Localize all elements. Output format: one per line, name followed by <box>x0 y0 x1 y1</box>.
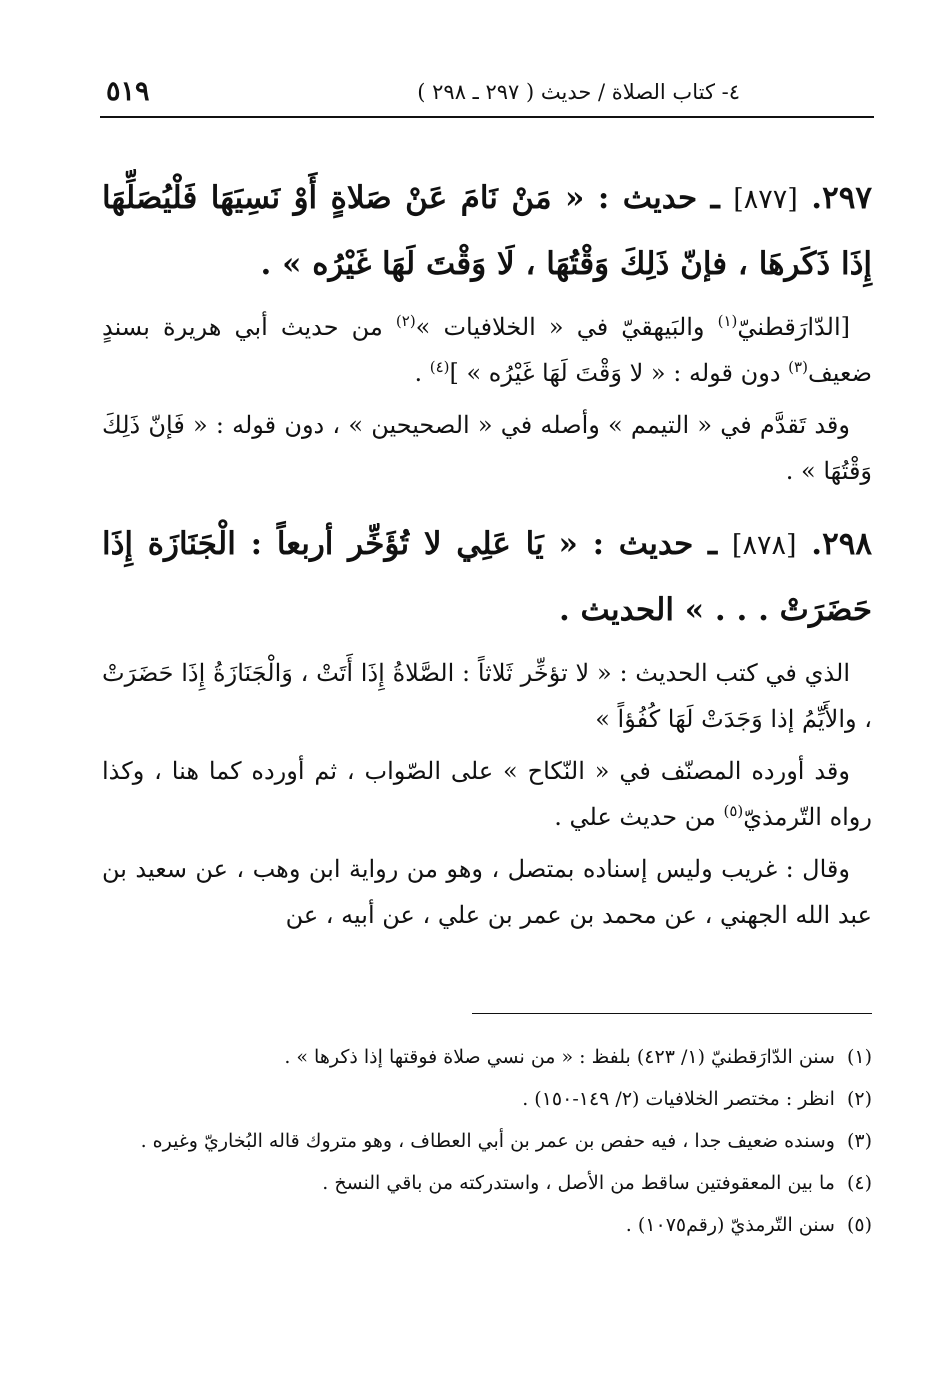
hadith-heading-297 <box>102 166 872 296</box>
hadith-text: ـ حديث : « يَا عَلِي لا تُؤَخِّر أربعاً : الْجَنَازَة إِذَا حَضَرَتْ . . . » الحديث . <box>102 526 872 628</box>
hadith-reference: [٨٧٧] <box>733 184 798 215</box>
footnote-text: ما بين المعقوفتين ساقط من الأصل ، واستدركته من باقي النسخ . <box>322 1172 835 1194</box>
footnote-text: انظر : مختصر الخلافيات (٢/ ١٤٩-١٥٠) . <box>522 1088 835 1110</box>
footnote-number: (٤) <box>846 1172 872 1194</box>
commentary-text: والبَيهقيّ في « الخلافيات » <box>415 313 718 341</box>
page-header <box>100 76 874 118</box>
commentary-paragraph <box>102 650 872 742</box>
footnote <box>102 1204 872 1246</box>
footnote-text: سنن الدّارَقطنيّ (١/ ٤٢٣) بلفظ : « من نسي صلاة فوقتها إذا ذكرها » . <box>284 1046 835 1068</box>
footnote <box>102 1036 872 1078</box>
footnote-divider <box>472 1013 872 1014</box>
running-title: ٤- كتاب الصلاة / حديث ( ٢٩٧ ـ ٢٩٨ ) <box>417 80 740 104</box>
hadith-number: ٢٩٨. <box>811 526 873 562</box>
footnote-marker[interactable]: (١) <box>717 312 738 330</box>
hadith-number: ٢٩٧. <box>811 180 873 216</box>
commentary-text: دون قوله : « لا وَقْتَ لَهَا غَيْرُه » ] <box>449 359 789 387</box>
footnotes <box>102 1036 872 1246</box>
commentary-text: من حديث علي . <box>554 803 724 831</box>
footnote <box>102 1162 872 1204</box>
footnote <box>102 1078 872 1120</box>
hadith-text: ـ حديث : « مَنْ نَامَ عَنْ صَلاةٍ أَوْ نَسِيَهَا فَلْيُصَلِّهَا إِذَا ذَكَرهَا ، فإنّ ذَلِكَ وَقْتُهَا ، لَا وَقْتَ لَهَا غَيْرُه » . <box>102 180 872 282</box>
footnote <box>102 1120 872 1162</box>
page-number: ٥١٩ <box>106 76 150 107</box>
hadith-reference: [٨٧٨] <box>731 530 797 561</box>
footnote-marker[interactable]: (٣) <box>788 358 808 376</box>
commentary-text: وقد تَقدَّم في « التيمم » وأصله في « الصحيحين » ، دون قوله : « فَإنّ ذَلِكَ وَقْتُهَا » . <box>102 411 872 485</box>
hadith-heading-298 <box>102 512 872 642</box>
commentary-paragraph <box>102 846 872 938</box>
commentary-paragraph <box>102 304 872 396</box>
footnote-number: (١) <box>846 1046 872 1068</box>
commentary-text: [الدّارَقطنيّ <box>737 313 850 341</box>
commentary-text: الذي في كتب الحديث : « لا تؤخِّر ثَلاثاً : الصَّلاةُ إِذَا أَتَتْ ، وَالْجَنَازَةُ إِذَا حَضَرَتْ ، والأَيِّمُ إذا وَجَدَتْ لَهَا كُفُؤاً » <box>102 659 872 733</box>
footnote-marker[interactable]: (٤) <box>429 358 450 376</box>
commentary-paragraph <box>102 748 872 840</box>
footnote-text: سنن التّرمذيّ (رقم١٠٧٥) . <box>625 1214 835 1236</box>
commentary-text: وقد أورده المصنّف في « النّكاح » على الصّواب ، ثم أورده كما هنا ، وكذا رواه التّرمذيّ <box>102 757 872 831</box>
footnote-number: (٣) <box>846 1130 872 1152</box>
commentary-paragraph <box>102 402 872 494</box>
commentary-text: . <box>414 359 430 387</box>
footnote-marker[interactable]: (٥) <box>723 802 744 820</box>
footnote-number: (٥) <box>846 1214 872 1236</box>
footnote-text: وسنده ضعيف جدا ، فيه حفص بن عمر بن أبي العطاف ، وهو متروك قاله البُخاريّ وغيره . <box>140 1130 835 1152</box>
commentary-text: من حديث أبي هريرة بسندٍ ضعيف <box>102 313 872 387</box>
footnote-marker[interactable]: (٢) <box>395 312 416 330</box>
main-text <box>102 166 872 944</box>
commentary-text: وقال : غريب وليس إسناده بمتصل ، وهو من رواية ابن وهب ، عن سعيد بن عبد الله الجهني ، عن محمد بن عمر بن علي ، عن أبيه ، عن <box>102 855 872 929</box>
footnote-number: (٢) <box>846 1088 872 1110</box>
